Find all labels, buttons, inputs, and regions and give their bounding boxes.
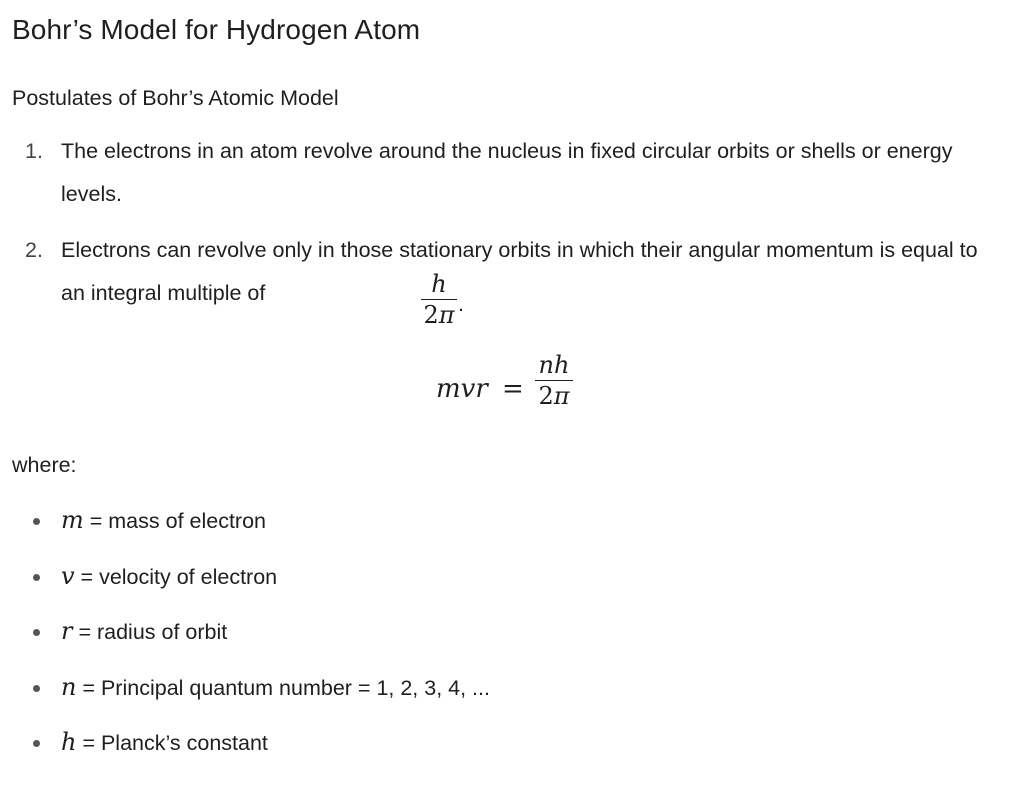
variable-description: = radius of orbit (72, 620, 228, 644)
variable-description: = velocity of electron (74, 565, 278, 589)
bullet-icon (33, 518, 40, 525)
variable-definition (61, 721, 268, 765)
list-number: 2. (25, 238, 43, 262)
variable-symbol: n (61, 673, 77, 701)
variable-description: = Planck’s constant (76, 731, 268, 755)
variable-item-r (12, 610, 1007, 653)
variable-symbol: r (61, 617, 73, 645)
variable-definition (61, 666, 490, 710)
postulate-text-before: Electrons can revolve only in those stationary orbits in which their angular momentum is equal to an integral multiple of (61, 238, 978, 305)
fraction-numerator: nh (538, 351, 570, 379)
variable-symbol: h (61, 728, 77, 756)
equation-lhs: mvr (436, 374, 488, 404)
variable-symbol: m (61, 506, 84, 534)
bullet-icon (33, 629, 40, 636)
variable-definition (61, 610, 227, 654)
fraction-denominator: 2π (538, 382, 570, 411)
display-equation (434, 350, 594, 430)
fraction-numerator: h (431, 270, 447, 298)
pi-symbol: π (438, 301, 455, 330)
bullet-icon (33, 685, 40, 692)
page-title: Bohr’s Model for Hydrogen Atom (12, 14, 421, 45)
variable-item-v (12, 555, 1007, 598)
variable-description: = mass of electron (83, 509, 267, 533)
postulate-text: The electrons in an atom revolve around the nucleus in fixed circular orbits or shells or energy levels. (61, 139, 953, 206)
bullet-icon (33, 740, 40, 747)
variable-item-m (12, 499, 1007, 542)
variable-item-n (12, 666, 1007, 709)
where-label: where: (12, 453, 77, 477)
equation-fraction (535, 350, 573, 411)
variable-symbol: v (61, 562, 75, 590)
variable-definition (61, 499, 266, 543)
pi-symbol: π (553, 382, 570, 411)
equation-equals: = (502, 374, 524, 404)
variable-description: = Principal quantum number = 1, 2, 3, 4, ... (76, 676, 490, 700)
section-heading: Postulates of Bohr’s Atomic Model (12, 86, 339, 110)
variable-definition (61, 555, 277, 599)
variable-item-h (12, 721, 1007, 764)
list-number: 1. (25, 139, 43, 163)
postulate-text (61, 229, 991, 315)
period: . (458, 292, 464, 316)
fraction-denominator: 2π (423, 301, 455, 330)
bullet-icon (33, 574, 40, 581)
inline-fraction (421, 269, 457, 330)
